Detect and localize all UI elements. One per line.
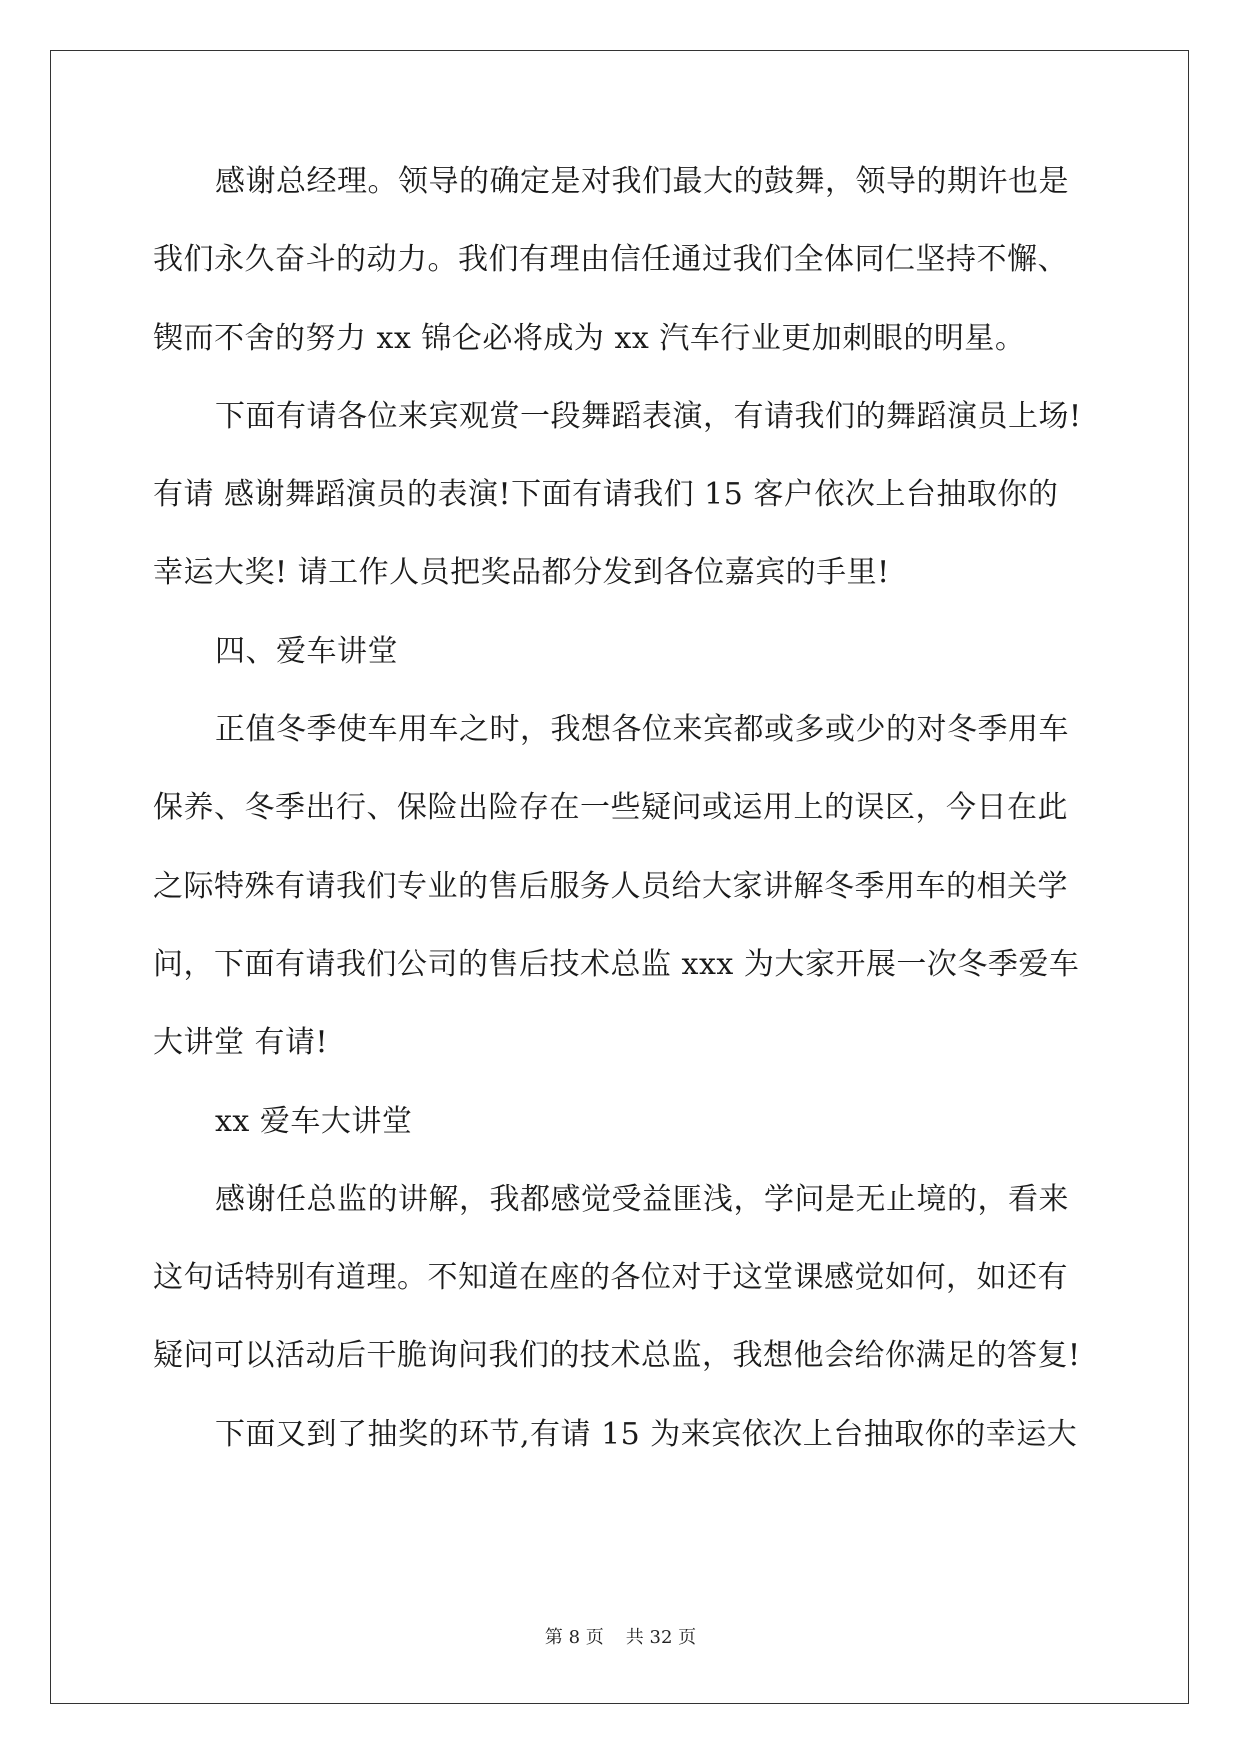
text-line: 下面又到了抽奖的环节,有请 15 为来宾依次上台抽取你的幸运大 bbox=[215, 1416, 1078, 1452]
text-line: 有请 感谢舞蹈演员的表演!下面有请我们 15 客户依次上台抽取你的 bbox=[153, 477, 1059, 513]
text-line: 锲而不舍的努力 xx 锦仑必将成为 xx 汽车行业更加刺眼的明星。 bbox=[153, 320, 1026, 356]
text-line: 感谢任总监的讲解，我都感觉受益匪浅，学问是无止境的，看来 bbox=[215, 1181, 1069, 1217]
text-line: 保养、冬季出行、保险出险存在一些疑问或运用上的误区，今日在此 bbox=[153, 790, 1068, 826]
section-heading: 四、爱车讲堂 bbox=[215, 633, 398, 669]
page-footer bbox=[0, 1626, 1241, 1650]
text-line: xx 爱车大讲堂 bbox=[215, 1103, 413, 1139]
page-total: 共 32 页 bbox=[625, 1627, 697, 1648]
document-body bbox=[153, 162, 1093, 1493]
text-line: 下面有请各位来宾观赏一段舞蹈表演，有请我们的舞蹈演员上场! bbox=[215, 398, 1082, 434]
text-line: 正值冬季使车用车之时，我想各位来宾都或多或少的对冬季用车 bbox=[215, 712, 1069, 748]
text-line: 问，下面有请我们公司的售后技术总监 xxx 为大家开展一次冬季爱车 bbox=[153, 946, 1080, 982]
text-line: 之际特殊有请我们专业的售后服务人员给大家讲解冬季用车的相关学 bbox=[153, 868, 1068, 904]
text-line: 大讲堂 有请! bbox=[153, 1025, 329, 1061]
text-line: 我们永久奋斗的动力。我们有理由信任通过我们全体同仁坚持不懈、 bbox=[153, 242, 1068, 278]
page-number: 第 8 页 bbox=[544, 1627, 604, 1648]
text-line: 这句话特别有道理。不知道在座的各位对于这堂课感觉如何，如还有 bbox=[153, 1260, 1068, 1296]
text-line: 感谢总经理。领导的确定是对我们最大的鼓舞，领导的期许也是 bbox=[215, 164, 1069, 199]
text-line: 疑问可以活动后干脆询问我们的技术总监，我想他会给你满足的答复! bbox=[153, 1338, 1081, 1374]
text-line: 幸运大奖! 请工作人员把奖品都分发到各位嘉宾的手里! bbox=[153, 555, 890, 591]
